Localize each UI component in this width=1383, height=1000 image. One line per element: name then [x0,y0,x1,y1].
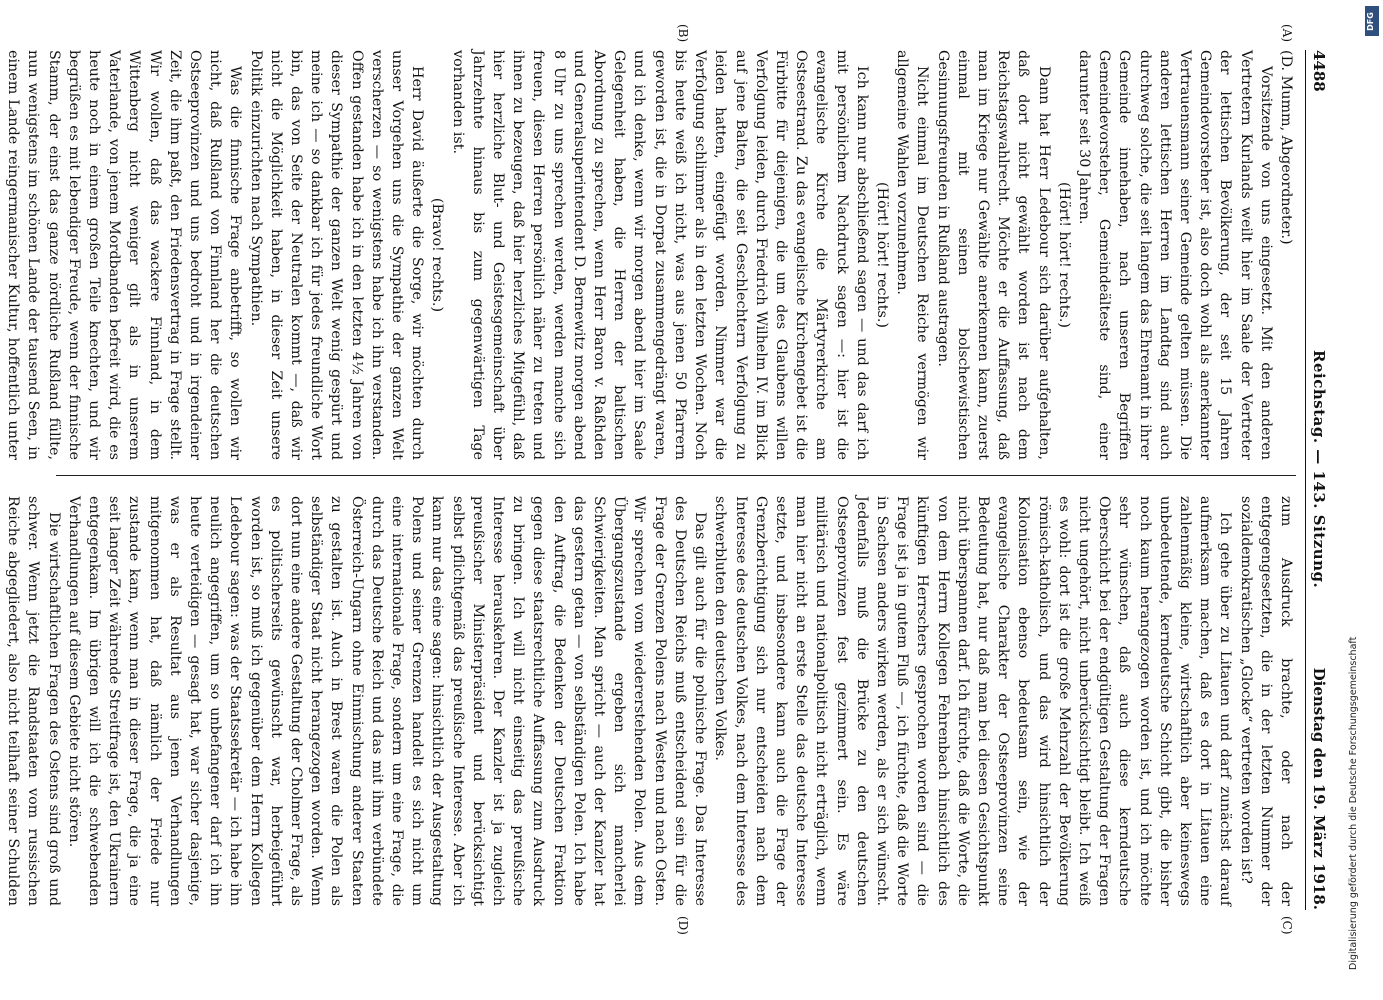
digitization-stamp [1348,10,1366,990]
paragraph: Vorsitzende von uns eingesetzt. Mit den anderen Vertretern Kurlands weilt hier im Saale der Vertreter der lettischen Bevölkerung, der seit 15 Jahren Gemeindevorsteher ist, also doch wohl als anerkannter Vertrauensmann seiner Gemeinde gelten müssen. Die anderen lettischen Herren im Landtag sind auch durchweg solche, die seit langem das Ehrenamt in ihrer Gemeinde innehaben, nach unseren Begriffen Gemeindevorsteher, Gemeindeälteste sind, einer darunter seit 30 Jahren. [1075,50,1274,460]
page-number: 4488 [1310,50,1328,92]
left-column [5,50,1296,460]
page-date: Dienstag den 19. März 1918. [1310,667,1328,910]
paragraph: Dann hat Herr Ledebour sich darüber aufgehalten, daß dort nicht gewählt worden ist nach dem Reichstagswahlrecht. Möchte er die Auffassung, daß man im Kriege nur Gewählte anerkennen kann, zuerst einmal mit seinen bolschewistischen Gesinnungsfreunden in Rußland austragen. [934,50,1052,460]
dfg-logo: DFG [1365,6,1379,36]
running-head [1305,50,1330,910]
paragraph: zum Ausdruck brachte, oder nach der entgegengesetzten, die in der letzten Nummer der sozialdemokratischen „Glocke“ vertreten worden ist? [1237,496,1294,906]
right-column [5,496,1296,906]
margin-letter-d: (D) [676,916,690,935]
interjection: (Hört! hört! rechts.) [873,182,890,328]
margin-letter-a: (A) [1280,24,1294,43]
paragraph: (D. Mumm, Abgeordneter.) [1278,50,1294,245]
paragraph: Herr David äußerte die Sorge, wir möchten durch unser Vorgehen uns die Sympathie der ganzen Welt verscherzen — so wenigstens habe ich ihn verstanden. Offen gestanden habe ich in den letzten 4½ Jahren von dieser Sympathie der ganzen Welt wenig gespürt und meine ich — so dankbar ich für jedes freundliche Wort bin, das von Seite der Neutralen kommt —, daß wir nicht die Möglichkeit haben, in dieser Zeit unsere Politik einzurichten nach Sympathien. [247,50,426,460]
interjection: (Hört! hört! rechts.) [1055,182,1072,328]
paragraph: Nicht einmal im Deutschen Reiche vermögen wir allgemeine Wahlen vorzunehmen. [894,50,931,460]
paragraph: Das gilt auch für die polnische Frage. Das Interesse des Deutschen Reichs muß entscheidend sein für die Frage der Grenzen Polens nach Westen und nach Osten. Wir sprechen vom wiedererstehenden Polen. Aus dem Übergangszustande ergeben sich mancherlei Schwierigkeiten. Man spricht — auch der Kanzler hat das gestern getan — von selbständigen Polen. Ich habe den Auftrag, die Bedenken der Deutschen Fraktion gegen diese staatsrechtliche Auffassung zum Ausdruck zu bringen. Ich will nicht einseitig das preußische Interesse herauskehren. Der Kanzler ist ja zugleich preußischer Ministerpräsident und berücksichtigt selbst pflichtgemäß das preußische Interesse. Aber ich kann nur das eine sagen: hinsichtlich der Ausgestaltung Polens und seiner Grenzen handelt es sich nicht um eine internationale Frage, sondern um eine Frage, die durch das Deutsche Reich und das mit ihm verbündete Österreich-Ungarn ohne Einmischung anderer Staaten zu gestalten ist. Auch in Brest waren die Polen als selbständiger Staat nicht herangezogen worden. Wenn dort nun eine andere Gestaltung der Cholmer Frage, als es politischerseits gewünscht war, herbeigeführt worden ist, so muß ich gegenüber dem Herrn Kollegen Ledebour sagen: was der Staatssekretär — ich habe ihn neulich angegriffen, um so unbefangener darf ich ihn heute verteidigen — gesagt hat, war sicher dasjenige, was er als Resultat aus jenen Verhandlungen mitgenommen hat, daß nämlich der Friede nur zustande kam, wenn man in dieser Frage, die ja eine seit langer Zeit währende Streitfrage ist, den Ukrainern entgegenkam. Im übrigen will ich die schwebenden Verhandlungen auf diesem Gebiete nicht stören. [65,496,709,906]
paragraph: Ich gehe über zu Litauen und darf zunächst darauf aufmerksam machen, daß es dort in Litauen eine zahlenmäßig kleine, wirtschaftlich aber keineswegs unbedeutende, kerndeutsche Schicht gibt, die bisher noch kaum herangezogen worden ist, und ich möchte sehr wünschen, daß auch diese kerndeutsche Oberschicht bei der endgültigen Gestaltung der Fragen nicht ungehört, nicht unberücksichtigt bleibt. Ich weiß es wohl: dort ist die große Mehrzahl der Bevölkerung römisch-katholisch, und das wird hinsichtlich der Kolonisation ebenso bedeutsam sein, wie der evangelische Charakter der Ostseeprovinzen seine Bedeutung hat, nur daß man bei diesen Gesichtspunkt nicht überspannen darf. Ich fürchte, daß die Worte, die von dem Herrn Kollegen Fehrenbach hinsichtlich des künftigen Herrschers gesprochen worden sind — die Frage ist ja in gutem Fluß —, ich fürchte, daß die Worte in Sachsen anders wirken werden, als er sich wünscht. Jedenfalls muß die Brücke zu den deutschen Ostseeprovinzen fest gezimmert sein. Es wäre militärisch und nationalpolitisch nicht erträglich, wenn man hier nicht an erste Stelle das deutsche Interesse setzte, und insbesondere kann auch die Frage der Grenzberichtigung sich nur entscheiden nach dem Interesse des deutschen Volkes, nach dem Interesse des schwerbluten den deutschen Volkes. [712,496,1234,906]
interjection: (Bravo! rechts.) [429,197,446,313]
margin-letter-b: (B) [676,24,690,43]
stamp-text: Digitalisierung gefördert durch die Deutsche Forschungsgemeinschaft [1348,636,1359,970]
margin-letter-c: (C) [1280,916,1294,935]
column-divider [56,475,1296,476]
paragraph: Was die finnische Frage anbetrifft, so wollen wir nicht, daß Rußland von Finnland her die deutschen Ostseeprovinzen und uns bedroht und in irgendeiner Zeit, die ihm paßt, den Friedensvertrag in Frage stellt. Wir wollen, daß das wackere Finnland, in dem Wittenberg nicht weniger gilt als in unserem Vaterlande, von jenem Mordbanden befreit wird, die es heute noch in einem großen Teile knechten, und wir begrüßen es mit lebendiger Freude, wenn der finnische Stamm, der einst das ganze nördliche Rußland füllte, nun wenigstens im schönen Lande der tausend Seen, in einem Lande reingermanischer Kultur, hoffentlich unter [5,50,244,460]
paragraph: Ich kann nur abschließend sagen — und das darf ich mit persönlichem Nachdruck sagen —: hier ist die evangelische Kirche die Märtyrerkirche am Ostseestrand. Zu das evangelische Kirchengebet ist die Fürbitte für diejenigen, die um des Glaubens willen Verfolgung leiden, durch Friedrich Wilhelm IV. im Blick auf jene Balten, die seit Geschlechtern Verfolgung zu leiden hatten, eingefügt worden. Nimmer war die Verfolgung schlimmer als in den letzten Wochen. Noch bis heute weiß ich nicht, was aus jenen 50 Pfarrern geworden ist, die in Dorpat zusammengedrängt waren, und ich denke, wenn wir morgen abend hier im Saale Gelegenheit haben, die Herren der baltischen Abordnung zu sprechen, wenn Herr Baron v. Raßhden und Generalsuperintendent D. Bernewitz morgen abend 8 Uhr zu uns sprechen werden, werden manche sich freuen, diesen Herren persönlich näher zu treten und ihnen zu bezeugen, daß hier herzliches Mitgefühl, daß hier herzliche Blut- und Geistesgemeinschaft über Jahrzehnte hinaus bis zum gegenwärtigen Tage vorhanden ist. [449,50,870,460]
document-page [5,24,1330,935]
paragraph: Die wirtschaftlichen Fragen des Ostens sind groß und schwer. Wenn jetzt die Randstaaten vom russischen Reiche abgegliedert, also nicht teilhaft seiner Schulden [5,496,62,906]
page-title: Reichstag. — 143. Sitzung. [1310,350,1328,589]
